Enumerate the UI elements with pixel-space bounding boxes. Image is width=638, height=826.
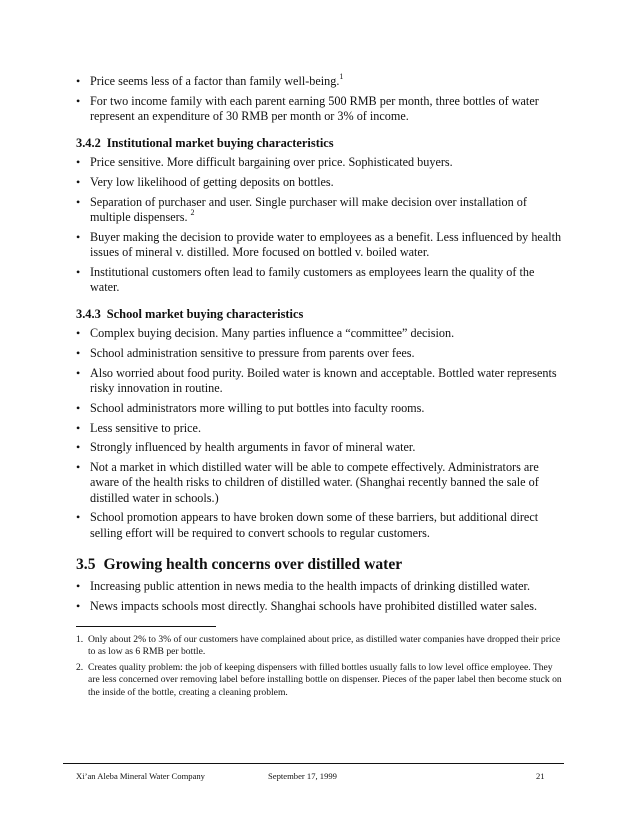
institutional-bullet-list	[76, 155, 564, 295]
bullet-text: Less sensitive to price.	[90, 420, 202, 435]
footer-divider	[63, 763, 564, 764]
section-heading-3-5	[76, 555, 564, 574]
page-content	[76, 71, 564, 703]
bullet-text: School promotion appears to have broken down some of these barriers, but additional direct selling effort will be required to convert schools to regular customers.	[90, 510, 539, 540]
section-title: Growing health concerns over distilled water	[103, 555, 403, 573]
bullet-text: Very low likelihood of getting deposits on bottles.	[90, 175, 334, 189]
footnote-ref[interactable]: 1	[339, 71, 344, 81]
list-item	[76, 510, 564, 540]
bullet-text: For two income family with each parent earning 500 RMB per month, three bottles of water represent an expenditure of 30 RMB per month or 3% of income.	[90, 93, 539, 123]
footnote	[76, 662, 564, 699]
bullet-text: Complex buying decision. Many parties influence a “committee” decision.	[90, 326, 455, 341]
list-item	[76, 71, 564, 89]
bullet-text: Buyer making the decision to provide water to employees as a benefit. Less influenced by health issues of mineral v. distilled. More focused on bottled v. boiled water.	[90, 229, 562, 259]
list-item	[76, 599, 564, 614]
list-item	[76, 155, 564, 170]
bullet-text: Strongly influenced by health arguments in favor of mineral water.	[90, 440, 416, 455]
footnote-number: 2.	[76, 662, 84, 674]
bullet-text: Price sensitive. More difficult bargaining over price. Sophisticated buyers.	[90, 155, 453, 170]
footer-company: Xi’an Aleba Mineral Water Company	[76, 771, 205, 781]
bullet-text: School administrators more willing to put bottles into faculty rooms.	[90, 400, 425, 415]
list-item	[76, 401, 564, 416]
bullet-text: Increasing public attention in news media to the health impacts of drinking distilled water.	[90, 578, 530, 593]
health-bullet-list	[76, 579, 564, 614]
school-bullet-list	[76, 326, 564, 541]
section-number: 3.4.3	[76, 307, 101, 322]
list-item	[76, 94, 564, 124]
section-heading-3-4-3	[76, 307, 564, 322]
bullet-text: School administration sensitive to pressure from parents over fees.	[90, 346, 415, 360]
list-item	[76, 265, 564, 295]
footnote-divider	[76, 626, 216, 627]
list-item	[76, 175, 564, 190]
footer-date: September 17, 1999	[268, 771, 337, 781]
bullet-text: Separation of purchaser and user. Single purchaser will make decision over installation of multiple dispensers.	[90, 194, 527, 224]
list-item	[76, 195, 564, 225]
list-item	[76, 421, 564, 436]
list-item	[76, 326, 564, 341]
footnote-number: 1.	[76, 633, 84, 645]
list-item	[76, 366, 564, 396]
bullet-text: Institutional customers often lead to family customers as employees learn the quality of the water.	[90, 264, 535, 294]
top-bullet-list	[76, 71, 564, 124]
footnote-text: Creates quality problem: the job of keeping dispensers with filled bottles usually falls to low level office employee. They are less concerned over removing label before installing bottle on dispenser. Pieces of the paper label then become stuck on the inside of the bottle, creating a cleaning problem.	[88, 662, 562, 698]
section-title: Institutional market buying characteristics	[106, 136, 334, 151]
footnote	[76, 634, 564, 658]
section-heading-3-4-2	[76, 136, 564, 151]
footnote-ref[interactable]: 2	[190, 207, 195, 217]
section-number: 3.5	[76, 555, 96, 573]
list-item	[76, 440, 564, 455]
bullet-text: Price seems less of a factor than family well-being.	[90, 74, 340, 88]
list-item	[76, 230, 564, 260]
bullet-text: Not a market in which distilled water will be able to compete effectively. Administrators are aware of the health risks to children of distilled water. (Shanghai recently banned the sale of distilled water in schools.)	[90, 460, 539, 505]
footnote-text: Only about 2% to 3% of our customers have complained about price, as distilled water companies have dropped their price to as low as 6 RMB per bottle.	[88, 633, 561, 657]
page-number: 21	[536, 771, 545, 781]
bullet-text: News impacts schools most directly. Shanghai schools have prohibited distilled water sales.	[90, 598, 538, 613]
list-item	[76, 346, 564, 361]
section-number: 3.4.2	[76, 136, 101, 151]
section-title: School market buying characteristics	[106, 307, 304, 322]
list-item	[76, 579, 564, 594]
bullet-text: Also worried about food purity. Boiled water is known and acceptable. Bottled water represents risky innovation in routine.	[90, 365, 557, 395]
list-item	[76, 460, 564, 506]
